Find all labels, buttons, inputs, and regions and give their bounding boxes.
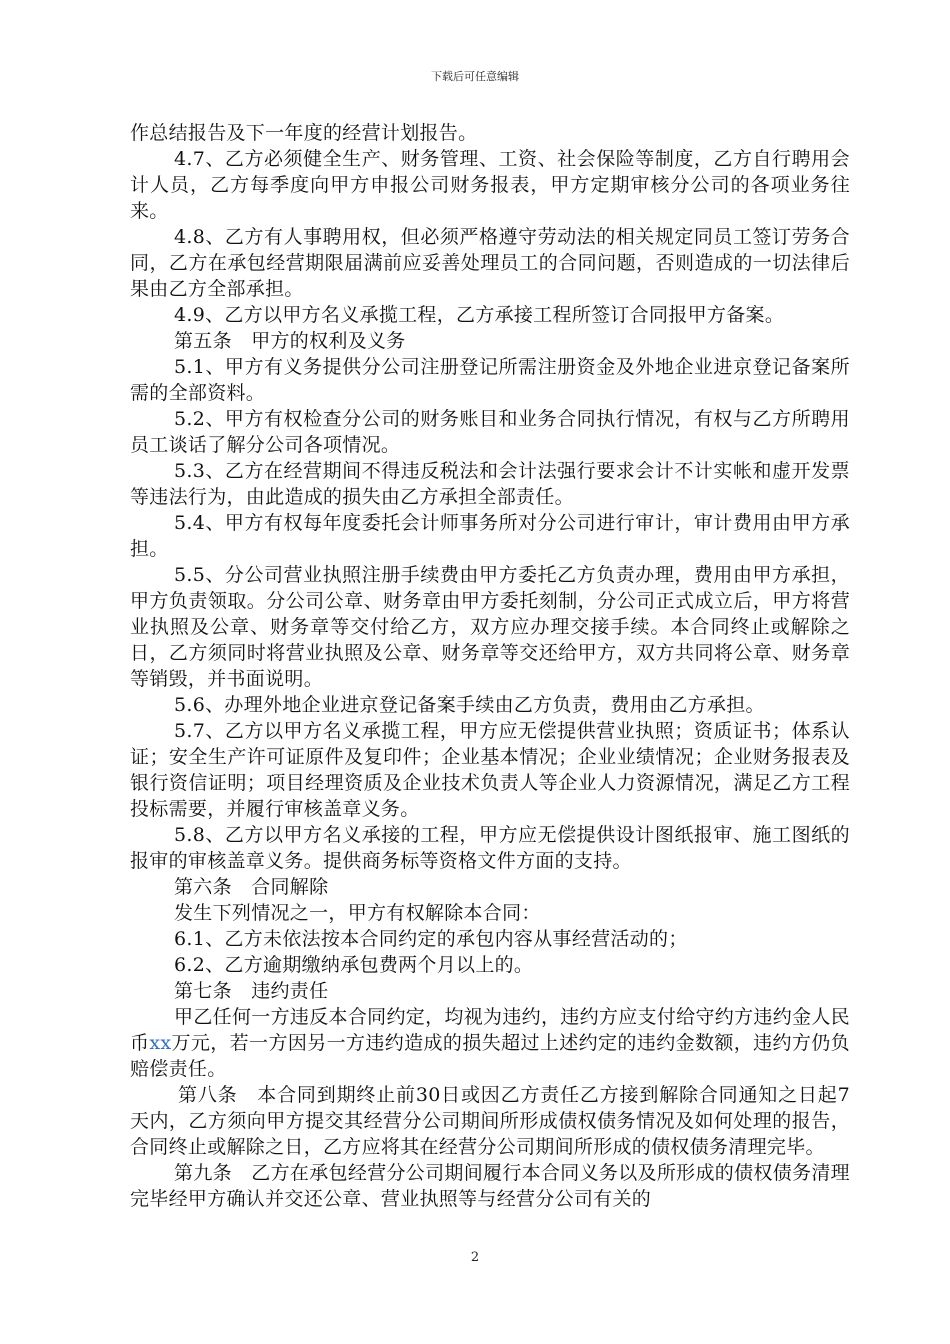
article-5-heading: 第五条 甲方的权利及义务 <box>174 330 406 352</box>
clause-4-8: 4.8、乙方有人事聘用权，但必须严格遵守劳动法的相关规定同员工签订劳务合同，乙方在承包经营期限届满前应妥善处理员工的合同问题，否则造成的一切法律后果由乙方全部承担。 <box>130 226 850 300</box>
clause-5-5: 5.5、分公司营业执照注册手续费由甲方委托乙方负责办理，费用由甲方承担，甲方负责领取。分公司公章、财务章由甲方委托刻制，分公司正式成立后，甲方将营业执照及公章、财务章等交付给乙方，双方应办理交接手续。本合同终止或解除之日，乙方须同时将营业执照及公章、财务章等交还给甲方，双方共同将公章、财务章等销毁，并书面说明。 <box>130 564 850 690</box>
article-7-text-b: 万元，若一方因另一方违约造成的损失超过上述约定的违约金数额，违约方仍负赔偿责任。 <box>130 1032 850 1080</box>
clause-5-6: 5.6、办理外地企业进京登记备案手续由乙方负责，费用由乙方承担。 <box>174 694 765 716</box>
article-7-text-a: 甲乙任何一方违反本合同约定，均视为违约，违约方应支付给守约方违约金人民币 <box>130 1006 850 1054</box>
article-9: 第九条 乙方在承包经营分公司期间履行本合同义务以及所形成的债权债务清理完毕经甲方确认并交还公章、营业执照等与经营分公司有关的 <box>130 1162 850 1210</box>
article-7-body <box>130 1004 850 1082</box>
article-7-heading: 第七条 违约责任 <box>174 980 329 1002</box>
article-8: 第八条 本合同到期终止前30日或因乙方责任乙方接到解除合同通知之日起7天内，乙方须向甲方提交其经营分公司期间所形成债权债务情况及如何处理的报告，合同终止或解除之日，乙方应将其在经营分公司期间所形成的债权债务清理完毕。 <box>130 1084 850 1158</box>
clause-5-4: 5.4、甲方有权每年度委托会计师事务所对分公司进行审计，审计费用由甲方承担。 <box>130 512 850 560</box>
clause-6-1: 6.1、乙方未依法按本合同约定的承包内容从事经营活动的； <box>174 928 688 950</box>
clause-5-8: 5.8、乙方以甲方名义承接的工程，甲方应无偿提供设计图纸报审、施工图纸的报审的审核盖章义务。提供商务标等资格文件方面的支持。 <box>130 824 850 872</box>
clause-5-3: 5.3、乙方在经营期间不得违反税法和会计法强行要求会计不计实帐和虚开发票等违法行为，由此造成的损失由乙方承担全部责任。 <box>130 460 850 508</box>
document-body <box>130 120 850 1212</box>
paragraph: 作总结报告及下一年度的经营计划报告。 <box>130 122 478 144</box>
clause-6-2: 6.2、乙方逾期缴纳承包费两个月以上的。 <box>174 954 534 976</box>
penalty-amount-placeholder: xx <box>149 1032 172 1054</box>
clause-5-2: 5.2、甲方有权检查分公司的财务账目和业务合同执行情况，有权与乙方所聘用员工谈话了解分公司各项情况。 <box>130 408 850 456</box>
clause-5-1: 5.1、甲方有义务提供分公司注册登记所需注册资金及外地企业进京登记备案所需的全部资料。 <box>130 356 850 404</box>
article-6-heading: 第六条 合同解除 <box>174 876 329 898</box>
page-number: 2 <box>470 1250 480 1265</box>
clause-4-7: 4.7、乙方必须健全生产、财务管理、工资、社会保险等制度，乙方自行聘用会计人员，乙方每季度向甲方申报公司财务报表，甲方定期审核分公司的各项业务往来。 <box>130 148 850 222</box>
article-6-intro: 发生下列情况之一，甲方有权解除本合同： <box>174 902 541 924</box>
clause-4-9: 4.9、乙方以甲方名义承揽工程，乙方承接工程所签订合同报甲方备案。 <box>174 304 785 326</box>
page-header: 下载后可任意编辑 <box>431 70 519 83</box>
clause-5-7: 5.7、乙方以甲方名义承揽工程，甲方应无偿提供营业执照；资质证书；体系认证；安全生产许可证原件及复印件；企业基本情况；企业业绩情况；企业财务报表及银行资信证明；项目经理资质及企业技术负责人等企业人力资源情况，满足乙方工程投标需要，并履行审核盖章义务。 <box>130 720 850 820</box>
